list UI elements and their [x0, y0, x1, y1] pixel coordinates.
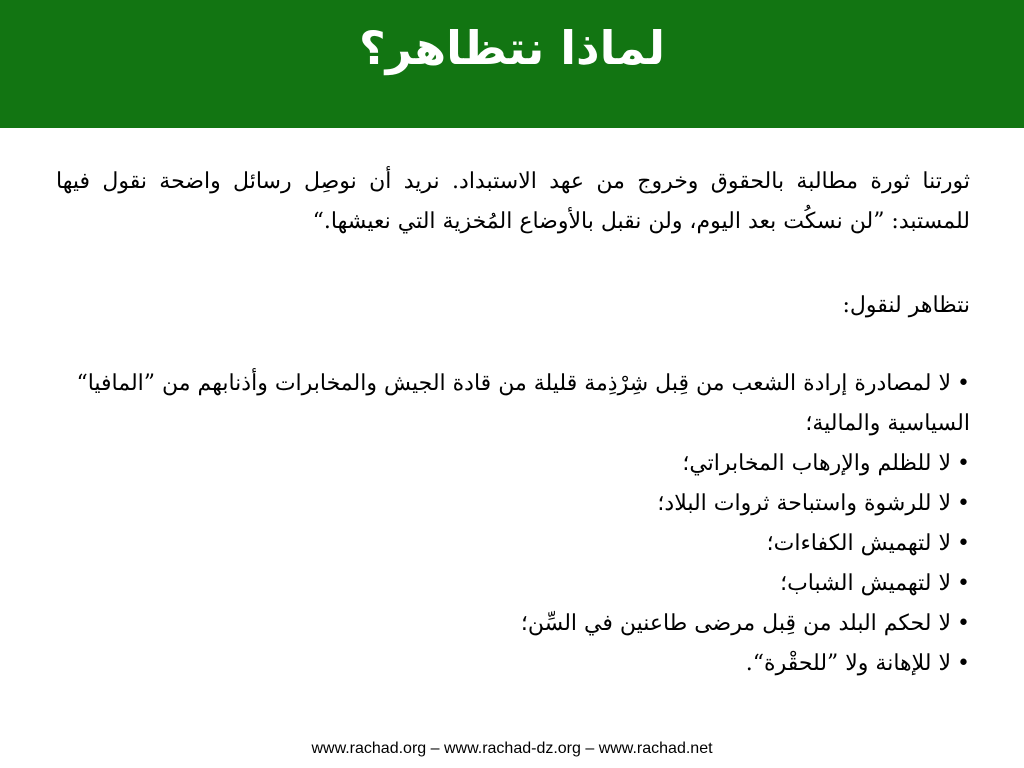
- bullet-item: [56, 484, 970, 524]
- bullet-text: لا للإهانة ولا ”للحقْرة“.: [745, 651, 952, 676]
- lead-text: نتظاهر لنقول:: [842, 293, 970, 318]
- bullet-item: [56, 364, 970, 444]
- bullet-text: لا للظلم والإرهاب المخابراتي؛: [682, 451, 952, 476]
- bullet-text: لا للرشوة واستباحة ثروات البلاد؛: [657, 491, 952, 516]
- bullet-icon: •: [957, 611, 970, 636]
- bullet-text: لا لتهميش الشباب؛: [780, 571, 952, 596]
- bullet-icon: •: [957, 491, 970, 516]
- intro-paragraph: ثورتنا ثورة مطالبة بالحقوق وخروج من عهد الاستبداد. نريد أن نوصِل رسائل واضحة نقول فيها للمستبد: ”لن نسكُت بعد اليوم، ولن نقبل بالأوضاع المُخزية التي نعيشها.“: [56, 169, 970, 234]
- bullet-list: [56, 364, 970, 684]
- title-bar: [0, 0, 1024, 128]
- bullet-item: [56, 524, 970, 564]
- bullet-text: لا لحكم البلد من قِبل مرضى طاعنين في السِّن؛: [520, 611, 952, 636]
- slide-content: [56, 162, 970, 684]
- bullet-icon: •: [957, 651, 970, 676]
- bullet-item: [56, 604, 970, 644]
- slide-title: لماذا نتظاهر؟: [358, 21, 666, 75]
- footer-links: www.rachad.org – www.rachad-dz.org – www.rachad.net: [311, 740, 713, 757]
- bullet-item: [56, 644, 970, 684]
- bullet-icon: •: [957, 571, 970, 596]
- bullet-icon: •: [957, 451, 970, 476]
- bullet-icon: •: [957, 531, 970, 556]
- bullet-item: [56, 444, 970, 484]
- bullet-item: [56, 564, 970, 604]
- bullet-icon: •: [957, 371, 970, 396]
- bullet-text: لا لمصادرة إرادة الشعب من قِبل شِرْذِمة قليلة من قادة الجيش والمخابرات وأذنابهم من ”المافيا“ السياسية والمالية؛: [76, 371, 970, 436]
- bullet-text: لا لتهميش الكفاءات؛: [766, 531, 952, 556]
